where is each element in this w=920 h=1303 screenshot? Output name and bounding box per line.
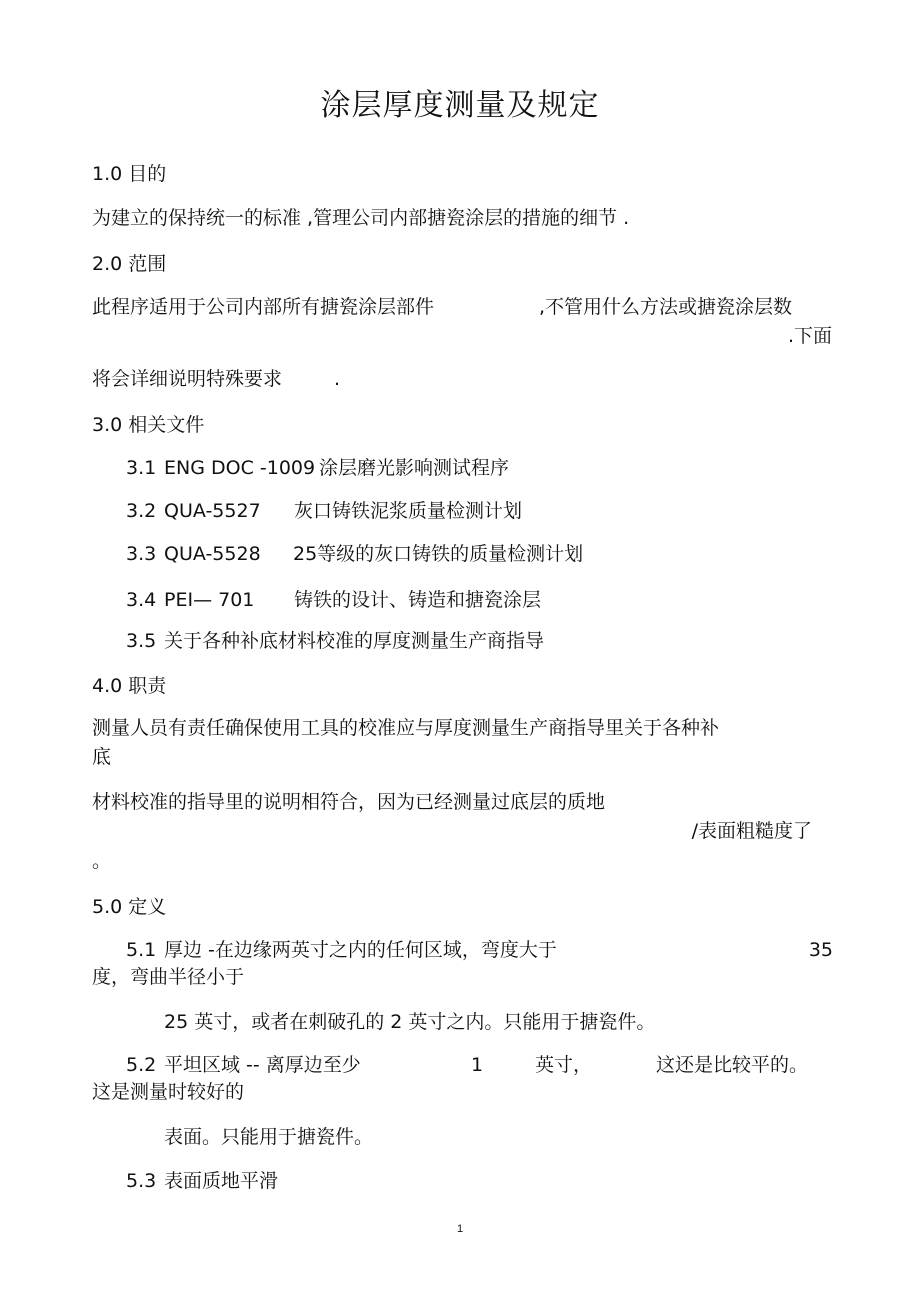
document-title: 涂层厚度测量及规定 [320,88,600,123]
definition-5-2-text-a: 平坦区域 -- 离厚边至少 [164,1054,361,1076]
section-2-text-part-5: . [334,368,341,390]
reference-item-3-3-description: 25等级的灰口铸铁的质量检测计划 [293,543,584,565]
section-3-heading: 3.0 相关文件 [92,414,205,436]
definition-5-1-text-d: 25 英寸，或者在刺破孔的 2 英寸之内。只能用于搪瓷件。 [164,1011,656,1033]
definition-5-2-text-d: 这还是比较平的。 [656,1054,809,1076]
section-2-text-part-3: .下面 [787,325,832,347]
definition-5-1-text-c: 度，弯曲半径小于 [92,966,245,988]
definition-5-3-number: 5.3 [126,1170,157,1192]
section-2-text-part-2: ,不管用什么方法或搪瓷涂层数 [539,296,793,318]
reference-item-3-5-description: 关于各种补底材料校准的厚度测量生产商指导 [164,630,545,652]
reference-item-3-3-code: QUA-5528 [164,543,261,565]
definition-5-2-text-c: 英寸， [535,1054,593,1076]
reference-item-3-4-code: PEI— 701 [164,589,255,611]
reference-item-3-1-description: 涂层磨光影响测试程序 [319,457,510,479]
definition-5-3-text: 表面质地平滑 [164,1170,279,1192]
reference-item-3-3-number: 3.3 [126,543,157,565]
reference-item-3-2-number: 3.2 [126,500,157,522]
definition-5-1-text-a: 厚边 -在边缘两英寸之内的任何区域，弯度大于 [164,939,557,961]
section-2-text-part-4: 将会详细说明特殊要求 [92,368,283,390]
reference-item-3-5-number: 3.5 [126,630,157,652]
reference-item-3-1-code: ENG DOC -1009 [164,457,316,479]
section-1-heading: 1.0 目的 [92,163,167,185]
reference-item-3-2-description: 灰口铸铁泥浆质量检测计划 [294,500,523,522]
section-1-text: 为建立的保持统一的标准 ,管理公司内部搪瓷涂层的措施的细节 . [92,207,630,229]
reference-item-3-1-number: 3.1 [126,457,157,479]
section-4-line-2: 底 [92,746,112,768]
definition-5-2-text-e: 这是测量时较好的 [92,1081,245,1103]
reference-item-3-4-description: 铸铁的设计、铸造和搪瓷涂层 [294,589,542,611]
definition-5-2-text-f: 表面。只能用于搪瓷件。 [164,1126,374,1148]
section-5-heading: 5.0 定义 [92,896,167,918]
section-4-line-4: /表面粗糙度了 [691,820,812,842]
definition-5-1-number: 5.1 [126,939,157,961]
definition-5-1-text-b: 35 [808,939,833,961]
reference-item-3-2-code: QUA-5527 [164,500,261,522]
section-4-line-1: 测量人员有责任确保使用工具的校准应与厚度测量生产商指导里关于各种补 [92,717,720,739]
section-4-line-3: 材料校准的指导里的说明相符合，因为已经测量过底层的质地 [92,791,606,813]
page-number: 1 [456,1223,464,1235]
section-2-text-part-1: 此程序适用于公司内部所有搪瓷涂层部件 [92,296,435,318]
definition-5-2-text-b: 1 [471,1054,484,1076]
section-4-heading: 4.0 职责 [92,675,167,697]
reference-item-3-4-number: 3.4 [126,589,157,611]
section-4-line-5: 。 [92,850,112,872]
section-2-heading: 2.0 范围 [92,253,167,275]
definition-5-2-number: 5.2 [126,1054,157,1076]
